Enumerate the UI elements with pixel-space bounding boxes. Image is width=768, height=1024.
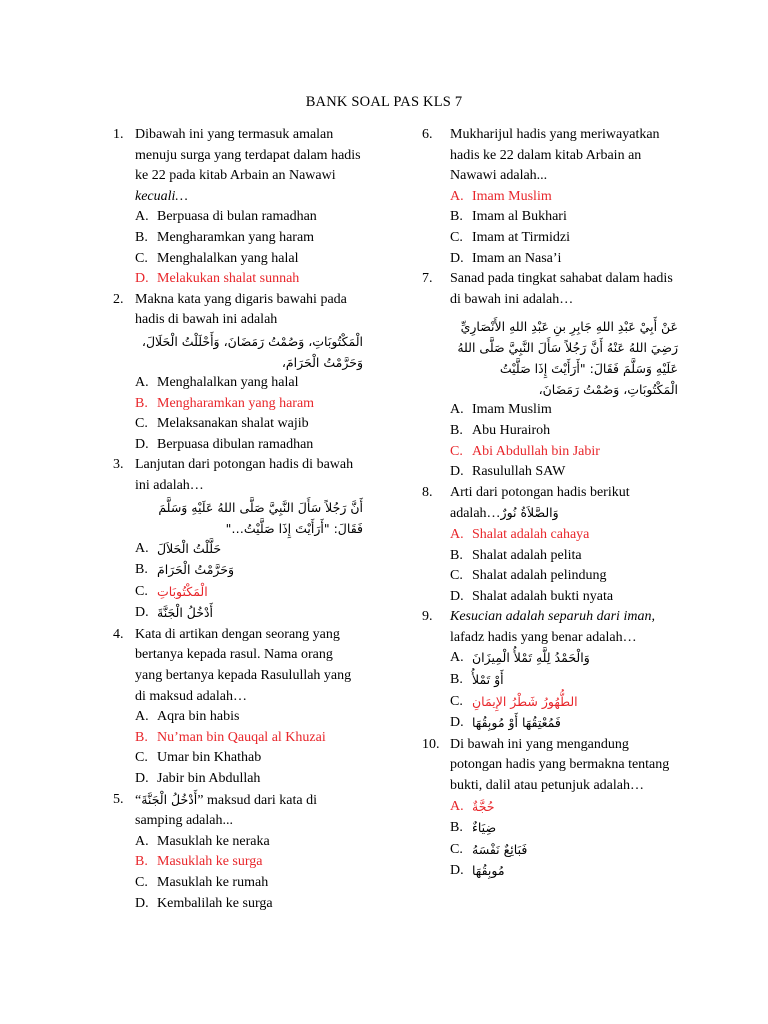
option-text: Imam al Bukhari [472, 209, 567, 225]
option-text: Kembalilah ke surga [157, 895, 273, 911]
option-letter: C. [450, 568, 463, 584]
question-text: Sanad pada tingkat sahabat dalam hadis di bawah ini adalah… [450, 271, 673, 307]
option-letter: D. [135, 436, 149, 452]
option-d [450, 462, 678, 483]
option-text: Shalat adalah pelindung [472, 568, 607, 584]
option-c [135, 873, 363, 894]
option-text: Imam Muslim [472, 188, 552, 204]
option-b [135, 560, 363, 582]
option-text: Imam at Tirmidzi [472, 229, 570, 245]
option-c [135, 414, 363, 435]
option-letter: C. [450, 229, 463, 245]
option-text: Abu Hurairoh [472, 422, 551, 438]
option-text: مُوبِقُهَا [472, 863, 505, 879]
option-a-answer [450, 797, 678, 819]
option-letter: B. [450, 672, 463, 688]
question-7 [422, 269, 678, 400]
option-a [135, 832, 363, 853]
option-letter: B. [135, 562, 148, 578]
option-letter: D. [450, 588, 464, 604]
question-1 [113, 125, 363, 207]
option-letter: D. [450, 464, 464, 480]
option-letter: D. [135, 895, 149, 911]
option-letter: C. [135, 750, 148, 766]
option-text: Imam Muslim [472, 402, 552, 418]
left-column [113, 125, 363, 914]
page-title: BANK SOAL PAS KLS 7 [305, 94, 463, 110]
option-letter: C. [135, 250, 148, 266]
option-d [450, 713, 678, 735]
question-2 [113, 290, 363, 373]
option-text: Mengharamkan yang haram [157, 229, 315, 245]
option-text: Berpuasa di bulan ramadhan [157, 209, 317, 225]
option-text: Berpuasa dibulan ramadhan [157, 436, 314, 452]
option-text: Masuklah ke surga [157, 854, 263, 870]
option-b [450, 421, 678, 442]
option-text: Menghalalkan yang halal [157, 250, 299, 266]
option-text: Masuklah ke rumah [157, 875, 269, 890]
question-5 [113, 790, 363, 832]
option-c-answer [135, 582, 363, 604]
option-letter: A. [135, 709, 149, 725]
question-text-main: lafadz hadis yang benar adalah… [450, 629, 637, 645]
option-text: Melakukan shalat sunnah [157, 271, 300, 287]
option-a [135, 207, 363, 228]
option-d [135, 603, 363, 625]
question-3 [113, 455, 363, 538]
option-c [450, 566, 678, 587]
hadith-arabic: أَنَّ رَجُلاً سَأَلَ النَّبِيَّ صَلَّى اللهُ عَلَيْهِ وَسَلَّمَ فَقَالَ: "أَرَأَيْتَ إِذَا صَلَّيْتُ…" [158, 499, 363, 536]
option-c [135, 249, 363, 270]
options-3 [113, 539, 363, 625]
option-letter: B. [450, 422, 463, 438]
option-letter: B. [135, 854, 148, 870]
hadith-arabic: عَنْ أَبِيْ عَبْدِ اللهِ جَابِرِ بنِ عَبْدِ اللهِ الأَنْصَارِيِّ رَضِيَ اللهُ عَنْهُ أَنَّ رَجُلاً سَأَلَ النَّبِيَّ صَلَّى اللهُ عَلَيْهِ وَسَلَّمَ فَقَالَ: "أَرَأَيْتَ إِذَا صَلَّيْتُ الْمَكْتُوبَاتِ، وَصُمْتُ رَمَضَانَ، [457, 319, 678, 398]
question-text-main: Arti dari potongan hadis berikut adalah… [450, 484, 630, 522]
option-letter: A. [450, 402, 464, 418]
option-a-answer [450, 525, 678, 546]
options-7 [428, 400, 678, 482]
question-number: 8. [422, 484, 433, 500]
option-text: أَوْ تَمْلأُ [472, 672, 504, 688]
option-b-answer [135, 728, 363, 749]
option-letter: B. [135, 229, 148, 245]
question-number: 9. [422, 609, 433, 625]
option-d-answer [135, 269, 363, 290]
option-text: الْمَكْتُوبَاتِ [157, 583, 208, 599]
option-text: Imam an Nasa’i [472, 250, 562, 266]
option-b [135, 228, 363, 249]
option-text: أَدْخُلُ الْجَنَّةَ [157, 605, 214, 621]
option-a [135, 373, 363, 394]
option-text: فَبَائِعٌ نَفْسَهُ [472, 841, 528, 857]
option-letter: B. [135, 729, 148, 745]
question-text [135, 125, 363, 207]
question-8 [422, 483, 678, 525]
option-text: Nu’man bin Qauqal al Khuzai [157, 729, 326, 745]
options-9 [428, 648, 678, 734]
option-letter: C. [135, 583, 148, 599]
question-text: Makna kata yang digaris bawahi pada hadis di bawah ini adalah [135, 291, 347, 328]
question-10 [422, 735, 678, 797]
options-6 [428, 187, 678, 269]
option-text: Menghalalkan yang halal [157, 374, 299, 390]
question-text-italic: Kesucian adalah separuh dari iman, [450, 609, 655, 625]
option-letter: C. [135, 875, 148, 890]
option-a [450, 648, 678, 670]
option-letter: A. [450, 798, 464, 814]
option-letter: D. [135, 271, 149, 287]
question-9 [422, 607, 678, 648]
option-letter: A. [450, 650, 464, 666]
option-text: Shalat adalah pelita [472, 547, 582, 563]
option-letter: A. [135, 833, 149, 849]
option-text: Abi Abdullah bin Jabir [472, 443, 600, 459]
option-c-answer [450, 692, 678, 714]
option-text: Aqra bin habis [157, 709, 240, 725]
option-letter: D. [450, 250, 464, 266]
option-d [135, 769, 363, 790]
option-text: Masuklah ke neraka [157, 833, 270, 849]
option-letter: C. [450, 693, 463, 709]
option-text: الطُّهُورُ شَطْرُ الإِيمَانِ [472, 693, 578, 709]
question-text: Kata di artikan dengan seorang yang bertanya kepada rasul. Nama orang yang bertanya kepada Rasulullah yang di maksud adalah… [135, 626, 352, 704]
option-c-answer [450, 442, 678, 463]
option-b-answer [135, 394, 363, 415]
option-d [450, 249, 678, 270]
option-a [450, 400, 678, 421]
option-c [135, 748, 363, 769]
question-text: Di bawah ini yang mengandung potongan hadis yang bermakna tentang bukti, dalil atau petunjuk adalah… [450, 736, 670, 794]
option-text: حَلَّلْتُ الْحَلاَلَ [157, 540, 222, 556]
option-d [135, 894, 363, 915]
option-text: Shalat adalah bukti nyata [472, 588, 614, 604]
option-a [135, 707, 363, 728]
option-letter: C. [450, 443, 463, 459]
option-letter: A. [450, 188, 464, 204]
question-4 [113, 625, 363, 707]
option-d [135, 435, 363, 456]
question-number: 4. [113, 626, 124, 642]
option-text: Mengharamkan yang haram [157, 395, 315, 411]
question-text: Mukharijul hadis yang meriwayatkan hadis ke 22 dalam kitab Arbain an Nawawi adalah... [450, 127, 660, 184]
option-letter: D. [450, 715, 464, 731]
option-letter: B. [450, 547, 463, 563]
right-column [422, 125, 678, 883]
question-6 [422, 125, 678, 187]
option-d [450, 587, 678, 608]
option-a [135, 539, 363, 561]
question-text [450, 483, 678, 525]
option-letter: A. [135, 540, 149, 556]
question-text-main: Dibawah ini yang termasuk amalan menuju surga yang terdapat dalam hadis ke 22 pada kitab Arbain an Nawawi [135, 127, 361, 184]
question-text: Lanjutan dari potongan hadis di bawah ini adalah… [135, 457, 354, 493]
options-10 [428, 797, 678, 883]
option-letter: B. [135, 395, 148, 411]
option-letter: C. [135, 416, 148, 432]
option-letter: A. [450, 526, 464, 542]
option-letter: D. [450, 863, 464, 879]
hadith-arabic-inline: أَدْخُلُ الْجَنَّةَ [141, 791, 198, 807]
option-letter: A. [135, 374, 149, 390]
option-text: Jabir bin Abdullah [157, 771, 261, 787]
option-text: وَالْحَمْدُ لِلَّهِ تَمْلأُ الْمِيزَانَ [472, 650, 590, 666]
option-text: حُجَّةٌ [472, 798, 495, 814]
question-number: 10. [422, 736, 440, 752]
option-letter: A. [135, 209, 149, 225]
question-text-main: ” maksud dari kata di samping adalah... [135, 792, 317, 829]
option-b [450, 546, 678, 567]
option-letter: B. [450, 820, 463, 836]
option-c [450, 840, 678, 862]
question-text [135, 790, 363, 832]
options-2 [113, 373, 363, 455]
hadith-arabic: الْمَكْتُوبَاتِ، وَصُمْتُ رَمَضَانَ، وَأَحْلَلْتُ الْحَلَالَ، وَحَرَّمْتُ الْحَرَامَ، [141, 333, 363, 370]
question-number: 7. [422, 271, 433, 287]
option-a-answer [450, 187, 678, 208]
option-c [450, 228, 678, 249]
question-number: 3. [113, 457, 124, 473]
option-letter: D. [135, 771, 149, 787]
question-number: 6. [422, 127, 433, 142]
hadith-arabic-inline: وَالصَّلاَةُ نُورٌ [500, 505, 559, 521]
option-b-answer [135, 852, 363, 873]
options-8 [428, 525, 678, 607]
question-number: 1. [113, 127, 124, 142]
option-text: Melaksanakan shalat wajib [157, 416, 309, 432]
options-5 [113, 832, 363, 914]
question-number: 2. [113, 291, 124, 307]
option-b [450, 207, 678, 228]
question-text [450, 607, 678, 648]
question-number: 5. [113, 791, 124, 807]
option-b [450, 818, 678, 840]
option-text: Umar bin Khathab [157, 750, 262, 766]
option-letter: C. [450, 841, 463, 857]
option-text: ضِيَاءٌ [472, 820, 497, 836]
option-b [450, 670, 678, 692]
options-4 [113, 707, 363, 789]
option-d [450, 861, 678, 883]
option-text: Shalat adalah cahaya [472, 526, 590, 542]
option-text: وَحَرَّمْتُ الْحَرَامَ [157, 562, 235, 578]
options-1 [113, 207, 363, 289]
question-text-italic: kecuali… [135, 188, 188, 204]
open-quote: “ [135, 792, 142, 808]
option-letter: D. [135, 605, 149, 621]
option-text: Rasulullah SAW [472, 464, 566, 480]
option-letter: B. [450, 209, 463, 225]
option-text: فَمُعْتِقُهَا أَوْ مُوبِقُهَا [472, 715, 561, 731]
